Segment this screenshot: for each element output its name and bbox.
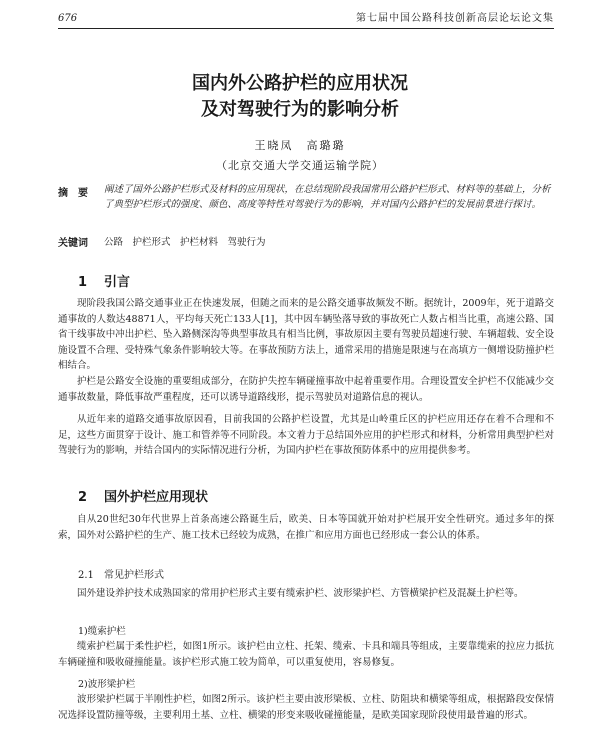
- paper-title-line2: 及对驾驶行为的影响分析: [201, 99, 399, 120]
- keywords-text: 公路 护栏形式 护栏材料 驾驶行为: [104, 237, 266, 248]
- subsection-2-1-title: 常见护栏形式: [104, 570, 164, 581]
- affiliation: （北京交通大学交通运输学院）: [216, 159, 384, 172]
- running-header: [58, 12, 554, 29]
- item-w-beam-barrier-paragraph: 波形梁护栏属于半刚性护栏，如图2所示。该护栏主要由波形梁板、立柱、防阻块和横梁等组成，根据路段安保情况选择设置防撞等级，主要利用土基、立柱、横梁的形变来吸收碰撞能量，是欧美国家现阶段使用最普遍的形式。: [58, 694, 554, 721]
- section-1-paragraph-1: 现阶段我国公路交通事业正在快速发展，但随之而来的是公路交通事故频发不断。据统计，2009年，死于道路交通事故的人数达48871人，平均每天死亡133人[1]，其中因车辆坠落导致的事故死亡人数占相当比重，高速公路、国省干线事故中冲出护栏、坠入路侧深沟等典型事故具有相当比例，事故原因主要有驾驶员超速行驶、车辆超载、安全设施设置不合理、受特殊气象条件影响较大等。在事故预防方法上，通常采用的措施是限速与在高填方一侧增设防撞护栏相结合。: [58, 298, 554, 371]
- authors: 王晓凤 高璐璐: [254, 139, 346, 152]
- section-2-number: 2: [78, 490, 88, 505]
- section-2-title: 国外护栏应用现状: [104, 490, 209, 505]
- section-1-heading: [78, 271, 130, 290]
- section-1-paragraph-3: 从近年来的道路交通事故原因看，目前我国的公路护栏设置，尤其是山岭重丘区的护栏应用还存在着不合理和不足，这些方面贯穿于设计、施工和管养等不同阶段。本文着力于总结国外应用的护栏形式和材料，分析常用典型护栏对驾驶行为的影响，并结合国内的实际情况进行分析，为国内护栏在事故预防体系中的应用提供参考。: [58, 414, 554, 456]
- subsection-2-1-heading: [78, 566, 164, 581]
- abstract-text: 阐述了国外公路护栏形式及材料的应用现状，在总结现阶段我国常用公路护栏形式、材料等的基础上，分析了典型护栏形式的强度、颜色、高度等特性对驾驶行为的影响，并对国内公路护栏的发展前景进行探讨。: [104, 184, 551, 210]
- item-w-beam-barrier-heading: 2)波形梁护栏: [78, 679, 136, 690]
- conference-name: 第七届中国公路科技创新高层论坛论文集: [356, 13, 554, 24]
- section-1-title: 引言: [104, 275, 131, 290]
- item-cable-barrier-heading: 1)缆索护栏: [78, 626, 126, 637]
- section-1-paragraph-2: 护栏是公路安全设施的重要组成部分，在防护失控车辆碰撞事故中起着重要作用。合理设置安全护栏不仅能减少交通事故数量，降低事故严重程度，还可以诱导道路线形，提示驾驶员对道路信息的视认。: [58, 376, 554, 403]
- section-2-heading: [78, 486, 208, 505]
- abstract-label: 摘 要: [58, 188, 88, 199]
- keywords-label: 关键词: [58, 238, 88, 249]
- section-2-paragraph-1: 自从20世纪30年代世界上首条高速公路诞生后，欧美、日本等国就开始对护栏展开安全性研究。通过多年的探索，国外对公路护栏的生产、施工技术已经较为成熟，在推广和应用方面也已经形成一套公认的体系。: [58, 514, 554, 541]
- subsection-2-1-paragraph: 国外建设养护技术成熟国家的常用护栏形式主要有缆索护栏、波形梁护栏、方管横梁护栏及混凝土护栏等。: [77, 588, 524, 599]
- paper-title-line1: 国内外公路护栏的应用状况: [192, 73, 408, 94]
- subsection-2-1-number: 2.1: [78, 570, 94, 581]
- section-1-number: 1: [78, 275, 88, 290]
- page-number: 676: [58, 13, 78, 24]
- item-cable-barrier-paragraph: 缆索护栏属于柔性护栏，如图1所示。该护栏由立柱、托架、缆索、卡具和端具等组成，主要靠缆索的拉应力抵抗车辆碰撞和吸收碰撞能量。该护栏形式施工较为简单，可以重复使用，容易修复。: [58, 641, 554, 668]
